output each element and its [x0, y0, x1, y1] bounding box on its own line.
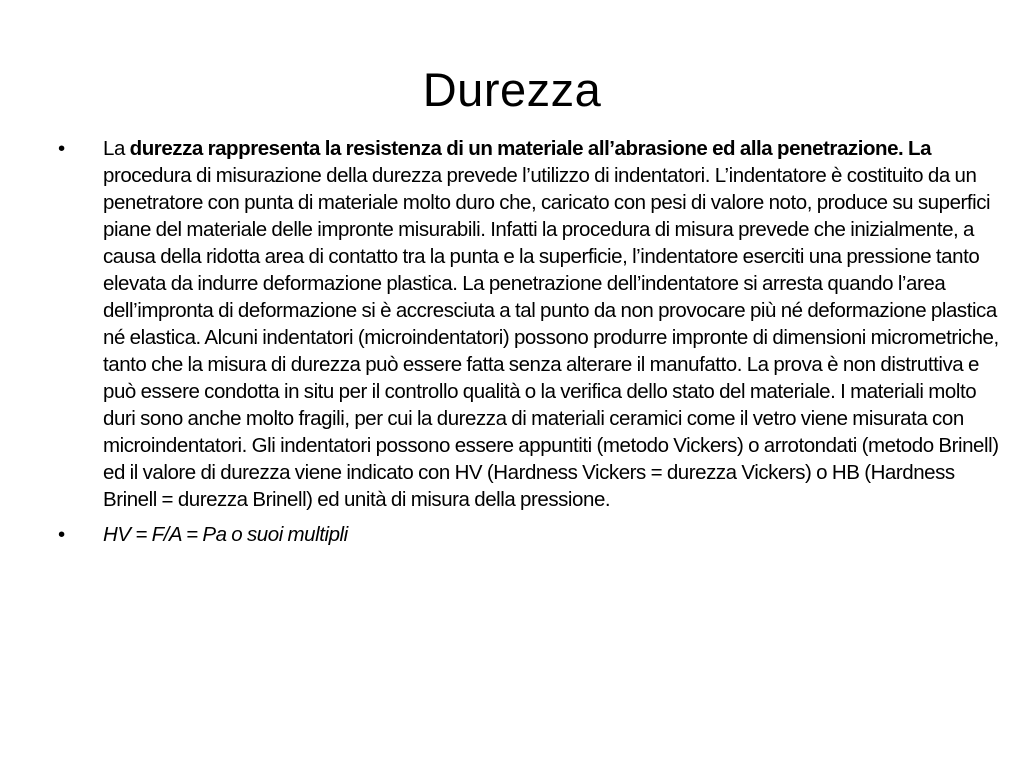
- bullet-icon: •: [58, 137, 65, 160]
- bullet-item-formula: [58, 521, 1003, 548]
- formula-text: HV = F/A = Pa o suoi multipli: [103, 523, 348, 546]
- slide-title: Durezza: [422, 63, 602, 116]
- bullet-icon: •: [58, 523, 65, 546]
- bullet-list: [58, 135, 1003, 548]
- bullet-item-definition: [58, 135, 1003, 513]
- bullet-text-bold-definition: durezza rappresenta la resistenza di un materiale all’abrasione ed alla penetrazione. La: [129, 137, 932, 160]
- bullet-text-intro: La: [103, 137, 130, 160]
- bullet-text-body: procedura di misurazione della durezza prevede l’utilizzo di indentatori. L’indentatore è costituito da un penetratore con punta di materiale molto duro che, caricato con pesi di valore noto, produce su superfici piane del materiale delle impronte misurabili. Infatti la procedura di misura prevede che inizialmente, a causa della ridotta area di contatto tra la punta e la superficie, l’indentatore eserciti una pressione tanto elevata da indurre deformazione plastica. La penetrazione dell’indentatore si arresta quando l’area dell’impronta di deformazione si è accresciuta a tal punto da non provocare più né deformazione plastica né elastica. Alcuni indentatori (microindentatori) possono produrre impronte di dimensioni micrometriche, tanto che la misura di durezza può essere fatta senza alterare il manufatto. La prova è non distruttiva e può essere condotta in situ per il controllo qualità o la verifica dello stato del materiale. I materiali molto duri sono anche molto fragili, per cui la durezza di materiali ceramici come il vetro viene misurata con microindentatori. Gli indentatori possono essere appuntiti (metodo Vickers) o arrotondati (metodo Brinell) ed il valore di durezza viene indicato con HV (Hardness Vickers = durezza Vickers) o HB (Hardness Brinell = durezza Brinell) ed unità di misura della pressione.: [103, 164, 999, 511]
